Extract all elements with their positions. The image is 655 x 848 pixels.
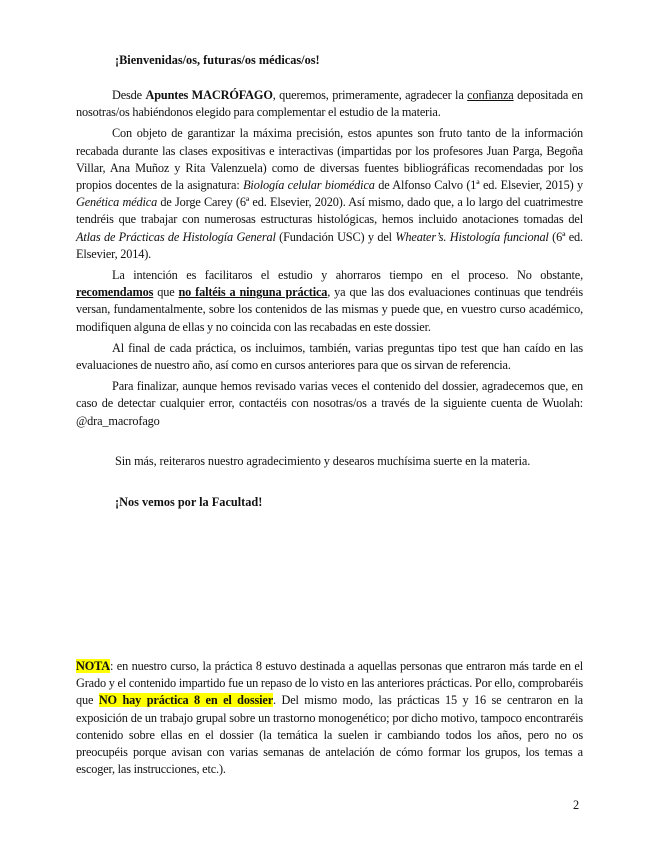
end-practice-paragraph: Al final de cada práctica, os incluimos, también, varias preguntas tipo test que han caído en las evaluaciones de nuestro año, así como en cursos anteriores para que os sirvan de referencia. (76, 340, 583, 373)
finalize-paragraph: Para finalizar, aunque hemos revisado varias veces el contenido del dossier, agradecemos que, en caso de detectar cualquier error, contactéis con nosotras/os a través de la siguiente cuenta de Wuolah: @dra_macrofago (76, 379, 583, 428)
book-title: Wheater’s. Histología funcional (395, 229, 549, 244)
confianza-word: confianza (467, 88, 514, 102)
note-label: NOTA (76, 659, 111, 673)
book-title: Genética médica (76, 195, 158, 210)
note-highlight: NO hay práctica 8 en el dossier (98, 693, 274, 708)
closing-line: ¡Nos vemos por la Facultad! (115, 495, 263, 509)
page-number: 2 (573, 798, 580, 812)
note-paragraph: NOTA: en nuestro curso, la práctica 8 estuvo destinada a aquellas personas que entraron más tarde en el Grado y el contenido impartido fue un repaso de lo visto en las anteriores prácticas. Por ello, comprobaréis que NO hay práctica 8 en el dossier. Del mismo modo, las prácticas 15 y 16 se centraron en la exposición de un trabajo grupal sobre un trastorno monogenético; por dicho motivo, tampoco encontraréis contenido sobre ellas en el dossier (la temática la suelen ir cambiando todos los años, pero no os preocupéis porque avisan con varias semanas de antelación de cómo formar los grupos, los temas a escoger, las instrucciones, etc.). (76, 659, 583, 777)
attendance-emphasis: no faltéis a ninguna práctica (178, 285, 328, 300)
intention-paragraph: La intención es facilitaros el estudio y ahorraros tiempo en el proceso. No obstante, recomendamos que no faltéis a ninguna práctica, ya que las dos evaluaciones continuas que tendréis versan, fundamentalmente, sobre los contenidos de las mismas y puede que, en vuestro curso académico, modifiquen alguna de ellas y no coincida con las recabadas en este dossier. (76, 268, 583, 334)
intro-paragraph: Desde Apuntes MACRÓFAGO, queremos, primeramente, agradecer la confianza depositada en nosotras/os habiéndonos elegido para complementar el estudio de la materia. (76, 88, 583, 120)
intro-body (76, 87, 583, 434)
recommend-word: recomendamos (76, 285, 154, 300)
greeting-heading: ¡Bienvenidas/os, futuras/os médicas/os! (115, 53, 320, 67)
objective-paragraph: Con objeto de garantizar la máxima precisión, estos apuntes son fruto tanto de la información recabada durante las clases expositivas e interactivas (impartidas por los profesores Juan Parga, Begoña Villar, Ana Muñoz y Rita Valenzuela) como de diversas fuentes bibliográficas recomendadas por los propios docentes de la asignatura: Biología celular biomédica de Alfonso Calvo (1ª ed. Elsevier, 2015) y Genética médica de Jorge Carey (6ª ed. Elsevier, 2020). Así mismo, dado que, a lo largo del cuatrimestre tendréis que trabajar con numerosas estructuras histológicas, hemos incluido anotaciones tomadas del Atlas de Prácticas de Histología General (Fundación USC) y del Wheater’s. Histología funcional (6ª ed. Elsevier, 2014). (76, 126, 583, 261)
thanks-line: Sin más, reiteraros nuestro agradecimiento y desearos muchísima suerte en la materia. (115, 454, 531, 468)
note-block (76, 658, 583, 782)
book-title: Atlas de Prácticas de Histología General (76, 229, 276, 244)
book-title: Biología celular biomédica (243, 178, 375, 193)
brand-name: Apuntes MACRÓFAGO (145, 88, 273, 102)
